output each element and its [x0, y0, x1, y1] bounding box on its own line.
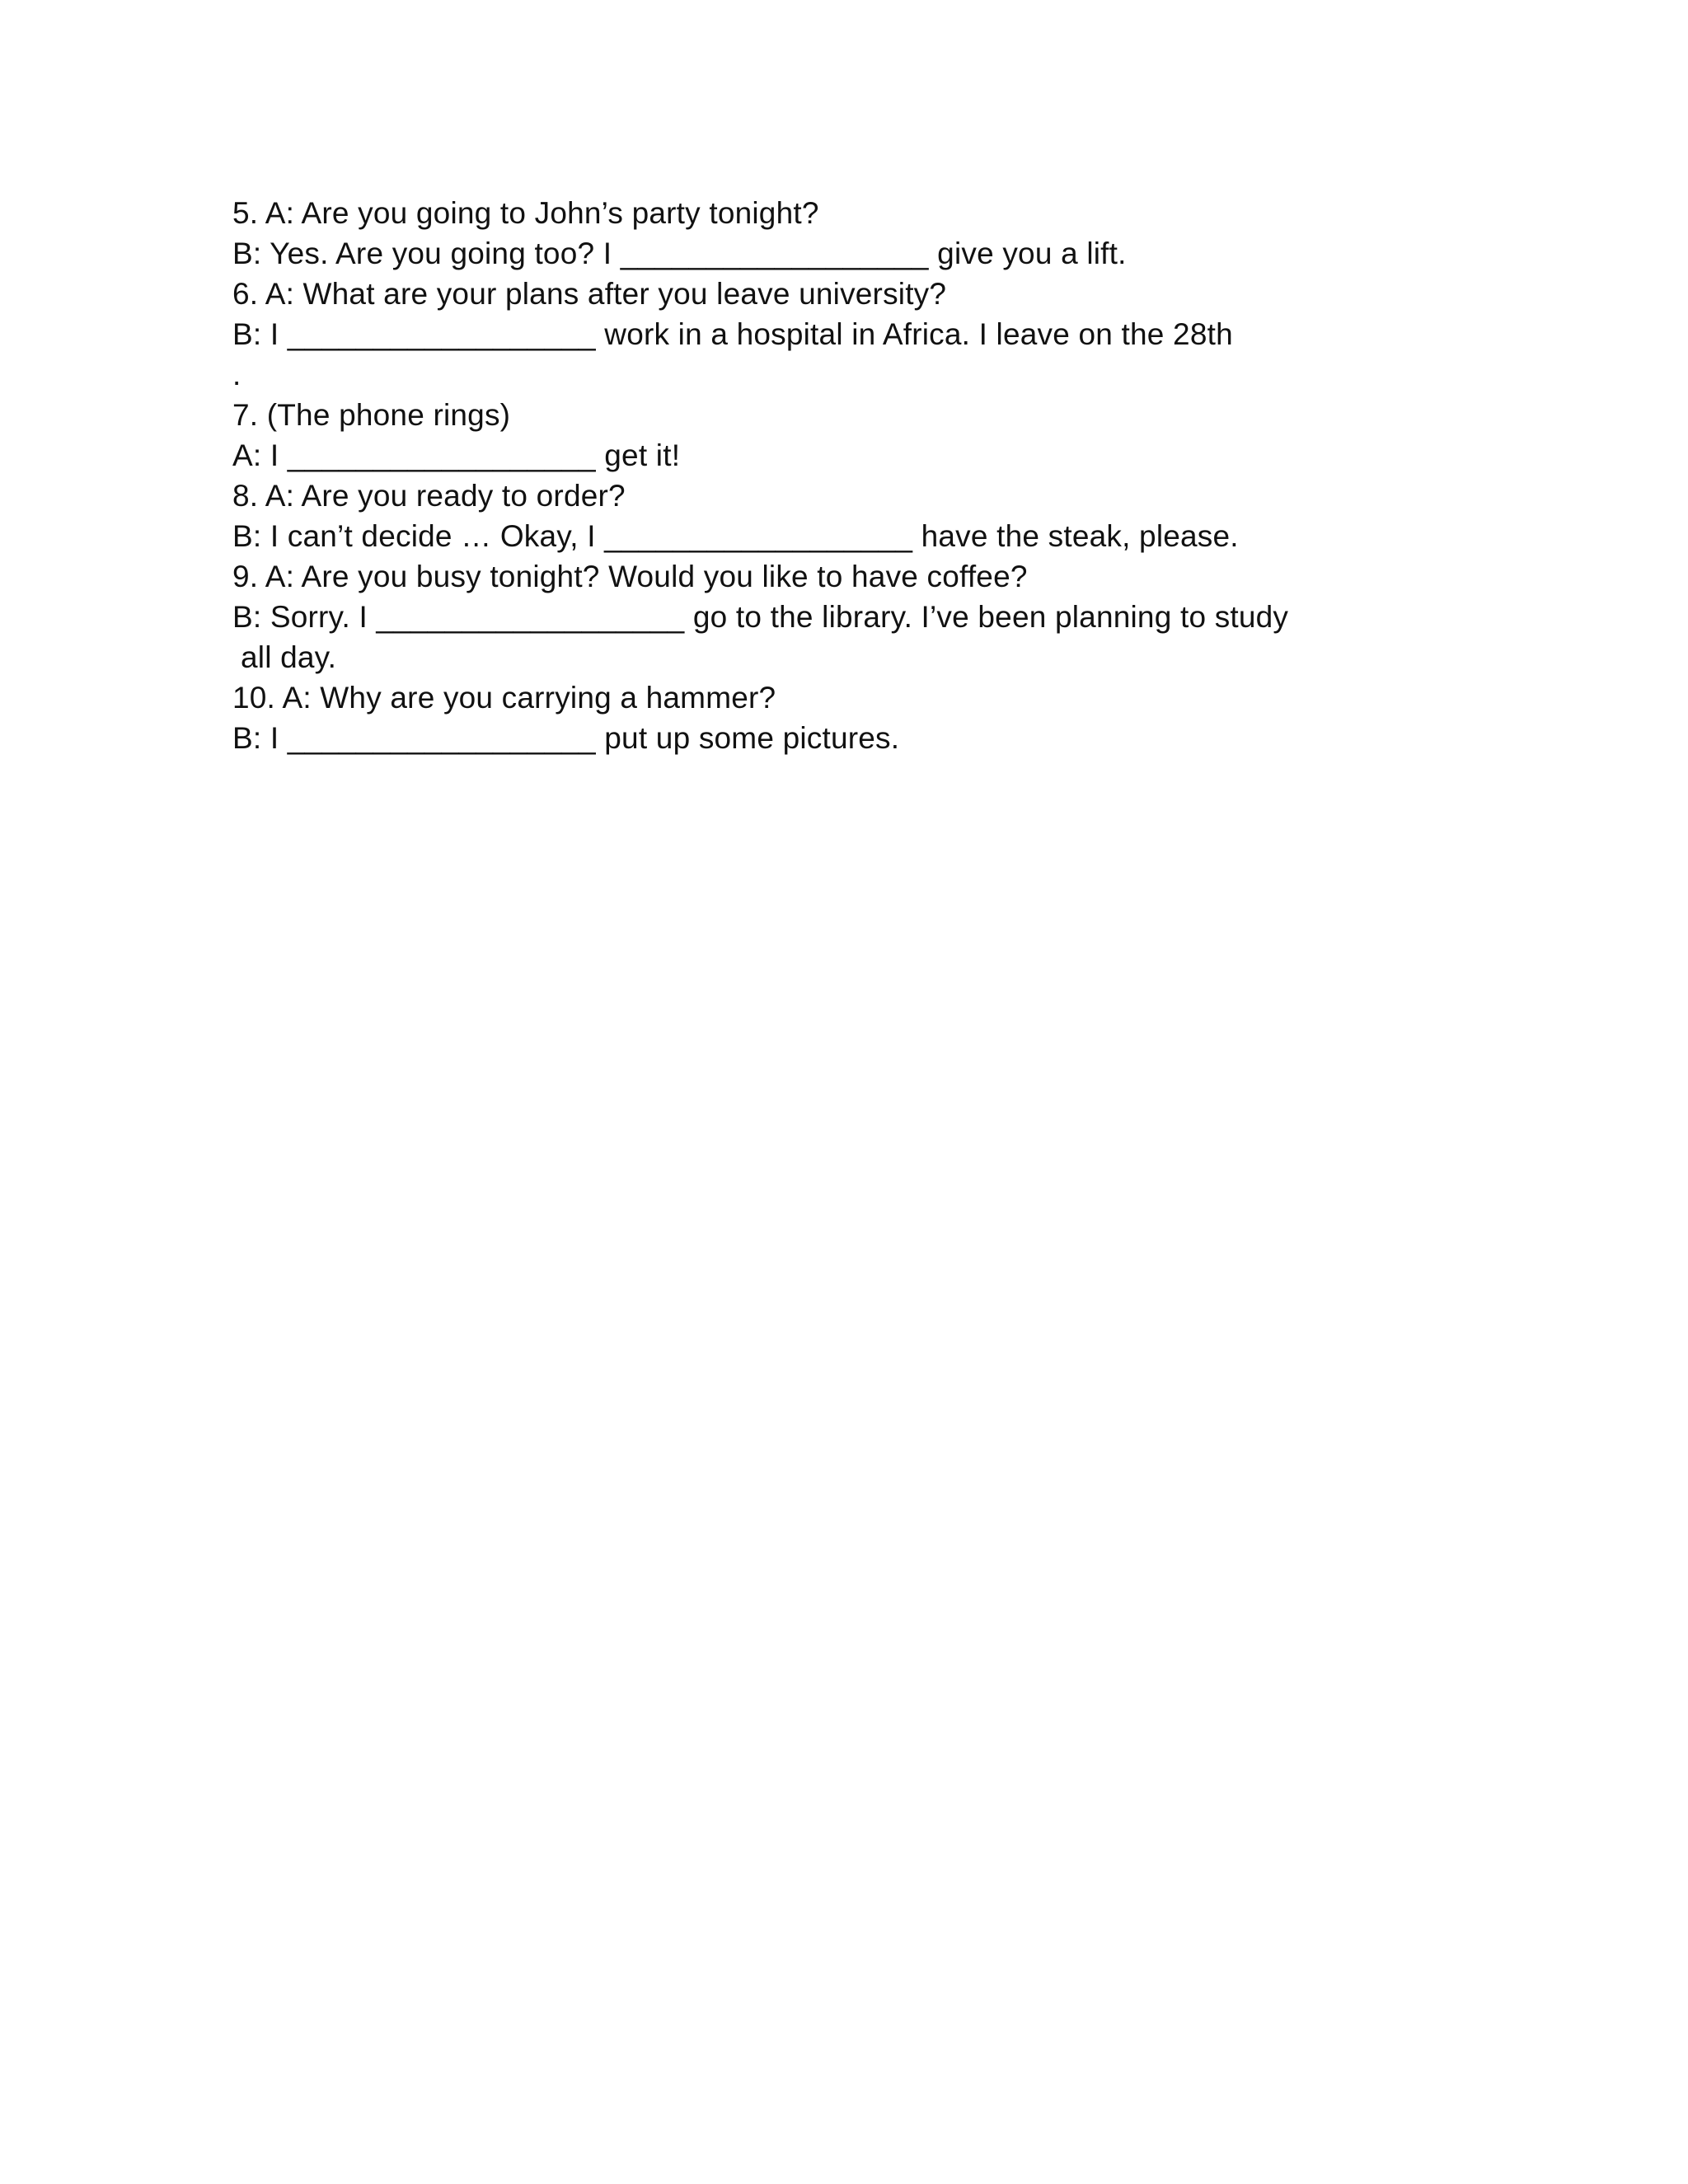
q6-answer-continued: . — [232, 358, 241, 391]
q10-question: 10. A: Why are you carrying a hammer? — [232, 681, 776, 715]
q9-answer-continued: all day. — [241, 640, 337, 674]
exercise-text — [232, 193, 1584, 758]
q5-question: 5. A: Are you going to John’s party tonight? — [232, 196, 819, 230]
q6-answer: B: I __________________ work in a hospital in Africa. I leave on the 28th — [232, 317, 1233, 351]
q8-answer: B: I can’t decide … Okay, I __________________ have the steak, please. — [232, 519, 1239, 553]
q9-question: 9. A: Are you busy tonight? Would you like to have coffee? — [232, 560, 1028, 593]
q10-answer: B: I __________________ put up some pictures. — [232, 721, 900, 755]
q8-question: 8. A: Are you ready to order? — [232, 479, 626, 513]
q6-question: 6. A: What are your plans after you leave university? — [232, 277, 947, 311]
q7-answer: A: I __________________ get it! — [232, 438, 681, 472]
q5-answer: B: Yes. Are you going too? I __________________ give you a lift. — [232, 237, 1127, 270]
q7-question: 7. (The phone rings) — [232, 398, 511, 432]
q9-answer: B: Sorry. I __________________ go to the library. I’ve been planning to study — [232, 600, 1289, 634]
